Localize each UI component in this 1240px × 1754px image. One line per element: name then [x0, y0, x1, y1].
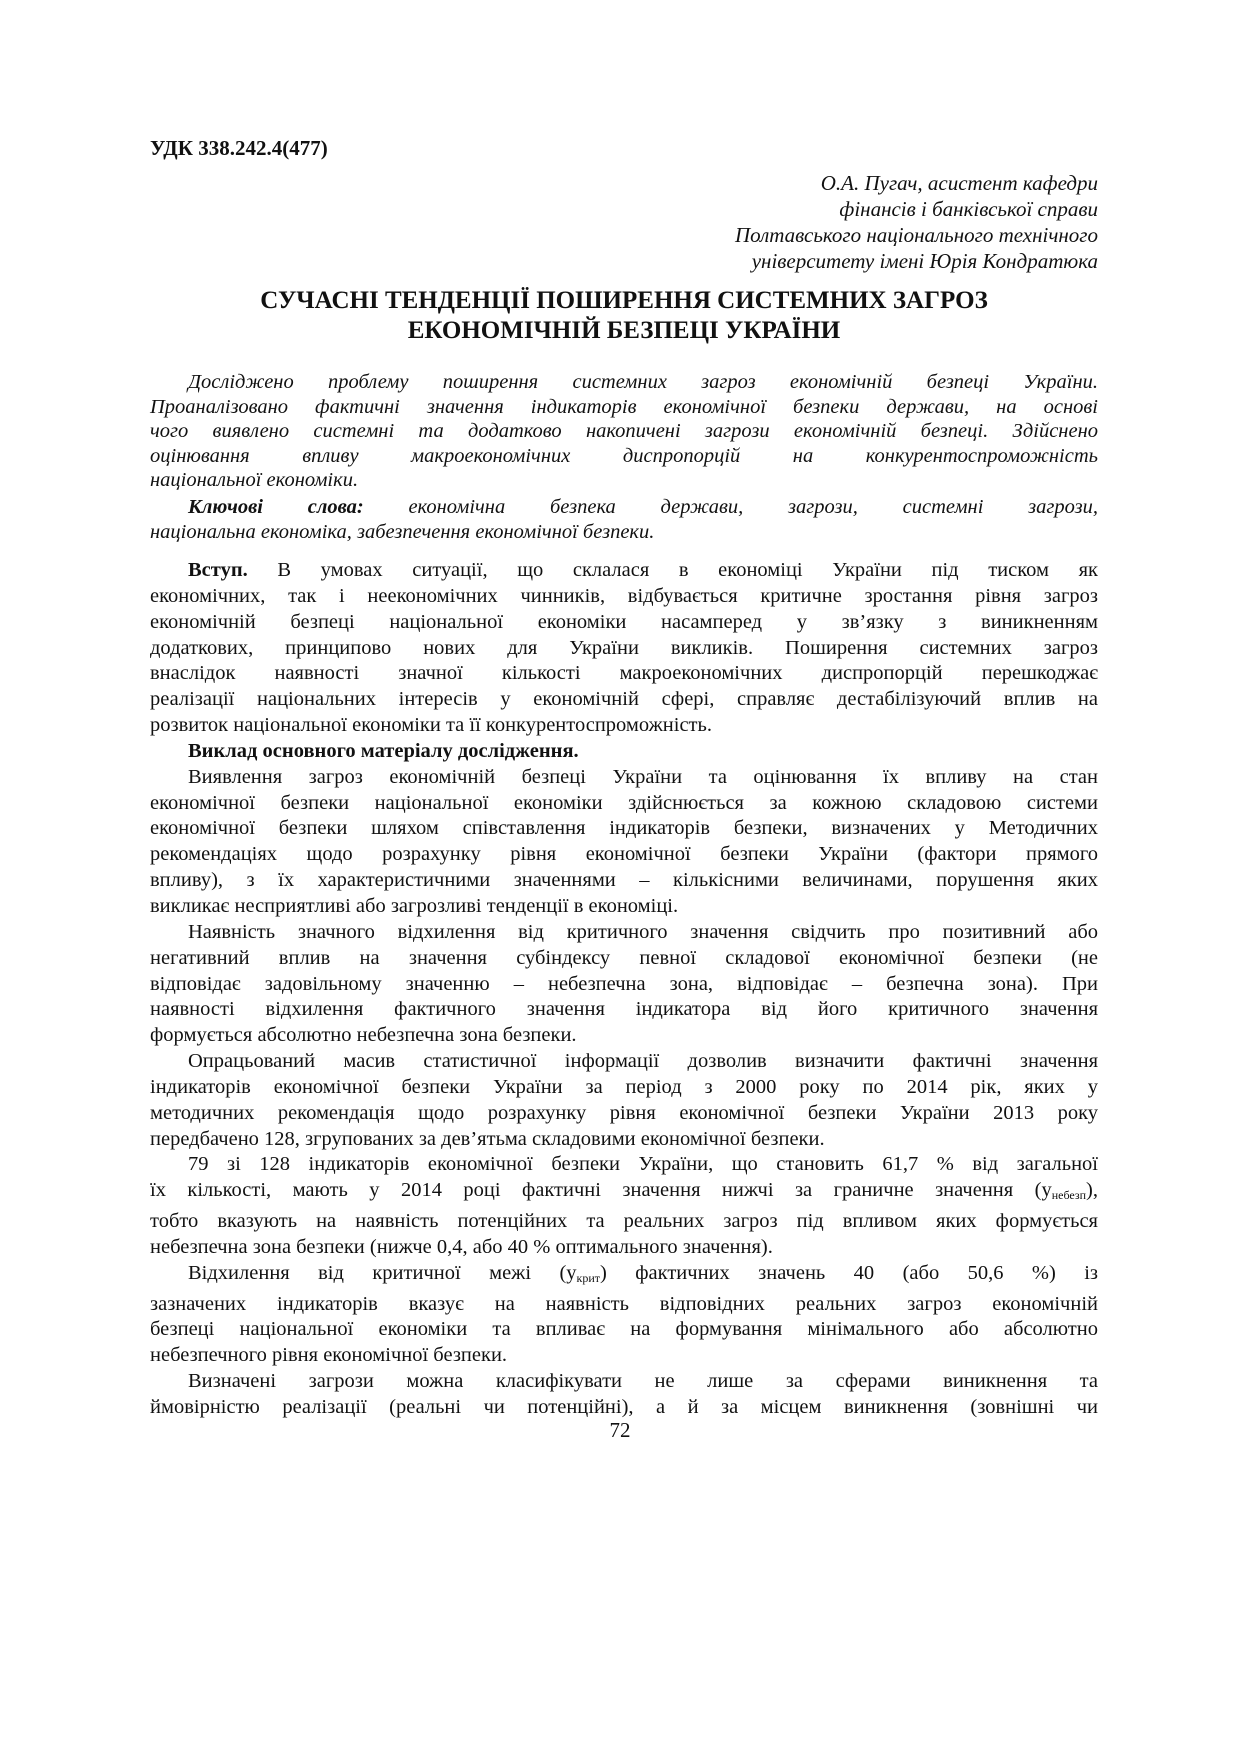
text-line [150, 584, 1098, 610]
text-run: ) фактичних значень 40 (або 50,6 %) із [600, 1261, 1098, 1284]
text-run: економічної безпеки шляхом співставлення індикаторів безпеки, визначених у Методичних [150, 817, 1098, 840]
keywords [150, 495, 1098, 544]
text-line [150, 1369, 1098, 1395]
text-run: Виявлення загроз економічній безпеці України та оцінювання їх впливу на стан [188, 765, 1098, 788]
paragraph [150, 1152, 1098, 1260]
author-line: О.А. Пугач, асистент кафедри [820, 171, 1098, 195]
text-line [150, 791, 1098, 817]
text-line [150, 1075, 1098, 1101]
text-line [150, 868, 1098, 894]
paragraph [150, 920, 1098, 1049]
text-run: наявності відхилення фактичного значення індикатора від його критичного значення [150, 998, 1098, 1021]
text-run: Відхилення від критичної межі (у [188, 1261, 577, 1284]
paragraph [150, 370, 1098, 493]
text-run: В умовах ситуації, що склалася в економіці України під тиском як [247, 559, 1098, 581]
author-affiliation [735, 170, 1098, 274]
text-line [150, 1317, 1098, 1343]
text-run: ймовірністю реалізації (реальні чи потенційні), а й за місцем виникнення (зовнішні чи [150, 1396, 1098, 1418]
paragraph [150, 1261, 1098, 1369]
text-line [150, 520, 1098, 545]
text-line [150, 1101, 1098, 1127]
text-line [150, 739, 1098, 765]
text-run: впливу), з їх характеристичними значеннями – кількісними величинами, порушення яких [150, 869, 1098, 892]
subscript: крит [576, 1270, 601, 1285]
text-run: економічної безпеки національної економіки здійснюється за кожною складовою системи [150, 791, 1098, 814]
text-line [150, 610, 1098, 636]
paragraph [150, 558, 1098, 739]
text-line [150, 1261, 1098, 1292]
text-line [150, 1023, 1098, 1049]
text-line [150, 946, 1098, 972]
text-line [150, 1235, 1098, 1261]
text-run: додаткових, принципово нових для України викликів. Поширення системних загроз [150, 636, 1098, 659]
text-run: методичних рекомендація щодо розрахунку рівня економічної безпеки України 2013 року [150, 1101, 1098, 1124]
text-line [150, 1049, 1098, 1075]
text-run: Проаналізовано фактичні значення індикаторів економічної безпеки держави, на основі [150, 395, 1098, 418]
text-run: економічна безпека держави, загрози, системні загрози, [363, 496, 1099, 518]
text-run: 79 зі 128 індикаторів економічної безпеки України, що становить 61,7 % від загальної [188, 1153, 1098, 1176]
body-text [150, 558, 1098, 1421]
text-line [150, 444, 1098, 469]
paragraph [150, 739, 1098, 765]
text-line [150, 1178, 1098, 1209]
paragraph [150, 495, 1098, 544]
text-run: чого виявлено системні та додатково накопичені загрози економічній безпеці. Здійснено [150, 420, 1098, 443]
text-run: Наявність значного відхилення від критичного значення свідчить про позитивний або [188, 920, 1098, 943]
text-line [150, 894, 1098, 920]
text-run: негативний вплив на значення субіндексу певної складової економічної безпеки (не [150, 946, 1098, 969]
text-run: Визначені загрози можна класифікувати не лише за сферами виникнення та [188, 1370, 1098, 1393]
text-run: викликає несприятливі або загрозливі тенденції в економіці. [150, 894, 679, 917]
abstract [150, 370, 1098, 493]
text-run: передбачено 128, згрупованих за дев’ятьма складовими економічної безпеки. [150, 1127, 825, 1150]
text-run: внаслідок наявності значної кількості макроекономічних диспропорцій перешкоджає [150, 662, 1098, 685]
text-run: рекомендаціях щодо розрахунку рівня економічної безпеки України (фактори прямого [150, 843, 1098, 866]
text-run: національної економіки. [150, 469, 359, 492]
udc-code: УДК 338.242.4(477) [150, 136, 328, 160]
text-line [150, 468, 1098, 493]
text-line [150, 395, 1098, 420]
text-line [150, 842, 1098, 868]
author-line: фінансів і банківської справи [839, 197, 1098, 221]
text-line [150, 997, 1098, 1023]
text-line [150, 1127, 1098, 1153]
section-heading: Виклад основного матеріалу дослідження. [188, 739, 579, 762]
page-number: 72 [609, 1418, 631, 1442]
text-run: безпеці національної економіки та впливає на формування мінімального або абсолютно [150, 1318, 1098, 1341]
text-line [150, 1343, 1098, 1369]
paragraph [150, 1049, 1098, 1152]
text-run: розвиток національної економіки та її конкурентоспроможність. [150, 714, 712, 737]
subscript: небезп [1051, 1188, 1087, 1203]
text-line [150, 713, 1098, 739]
title-line: ЕКОНОМІЧНІЙ БЕЗПЕЦІ УКРАЇНИ [407, 317, 841, 344]
text-run: реалізації національних інтересів у економічній сфері, справляє дестабілізуючий вплив на [150, 688, 1098, 711]
keywords-label: Ключові слова: [188, 496, 364, 518]
text-line [150, 1292, 1098, 1318]
author-line: університету імені Юрія Кондратюка [751, 249, 1098, 273]
text-run: небезпечна зона безпеки (нижче 0,4, або 40 % оптимального значення). [150, 1235, 773, 1258]
text-line [150, 765, 1098, 791]
text-run: Досліджено проблему поширення системних загроз економічній безпеці України. [188, 371, 1098, 393]
text-run: ), [1086, 1179, 1098, 1202]
text-run: формується абсолютно небезпечна зона безпеки. [150, 1024, 577, 1047]
text-run: національна економіка, забезпечення економічної безпеки. [150, 520, 655, 543]
text-run: тобто вказують на наявність потенційних та реальних загроз під впливом яких формується [150, 1210, 1098, 1233]
text-line [150, 1395, 1098, 1421]
text-line [150, 661, 1098, 687]
text-line [150, 920, 1098, 946]
text-line [150, 687, 1098, 713]
text-run: оцінювання впливу макроекономічних диспропорцій на конкурентоспроможність [150, 444, 1098, 467]
article-title [150, 286, 1098, 346]
text-run: економічній безпеці національної економіки насамперед у зв’язку з виникненням [150, 610, 1098, 633]
text-line [150, 419, 1098, 444]
text-line [150, 816, 1098, 842]
paragraph [150, 765, 1098, 920]
text-line [150, 1209, 1098, 1235]
text-run: відповідає задовільному значенню – небезпечна зона, відповідає – безпечна зона). При [150, 972, 1098, 995]
title-line: СУЧАСНІ ТЕНДЕНЦІЇ ПОШИРЕННЯ СИСТЕМНИХ ЗАГРОЗ [260, 287, 988, 314]
text-line [150, 636, 1098, 662]
text-line [150, 370, 1098, 395]
text-run: зазначених індикаторів вказує на наявність відповідних реальних загроз економічній [150, 1292, 1098, 1315]
text-run: Опрацьований масив статистичної інформації дозволив визначити фактичні значення [188, 1050, 1098, 1073]
text-run: індикаторів економічної безпеки України за період з 2000 року по 2014 рік, яких у [150, 1075, 1098, 1098]
section-heading: Вступ. [188, 559, 248, 581]
text-line [150, 558, 1098, 584]
text-line [150, 1152, 1098, 1178]
text-run: небезпечного рівня економічної безпеки. [150, 1344, 508, 1367]
paragraph [150, 1369, 1098, 1421]
author-line: Полтавського національного технічного [734, 223, 1098, 247]
text-line [150, 495, 1098, 520]
text-run: їх кількості, мають у 2014 році фактичні значення нижчі за граничне значення (у [150, 1179, 1052, 1202]
text-run: економічних, так і неекономічних чинників, відбувається критичне зростання рівня загроз [150, 584, 1098, 607]
text-line [150, 972, 1098, 998]
